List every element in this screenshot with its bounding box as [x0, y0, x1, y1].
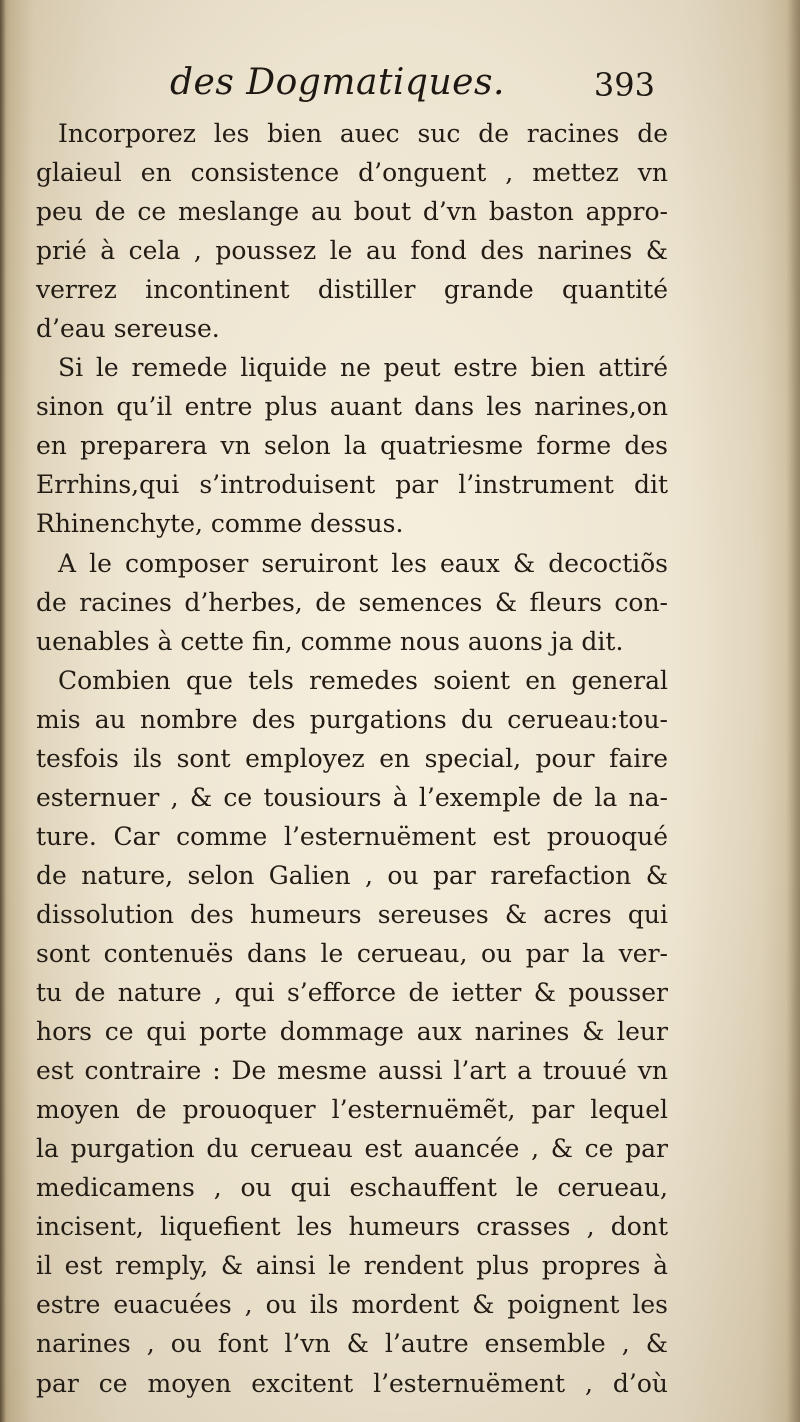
- text-line: de racines d’herbes, de semences & fleurs con-: [36, 587, 668, 617]
- text-line: Si le remede liquide ne peut estre bien attiré: [58, 353, 668, 383]
- text-line: tesfois ils sont employez en special, pour faire: [36, 743, 668, 773]
- text-line: est contraire : De mesme aussi l’art a trouué vn: [36, 1056, 668, 1086]
- running-title: des Dogmatiques.: [170, 62, 505, 103]
- text-line: tu de nature , qui s’efforce de ietter & pousser: [36, 978, 668, 1008]
- text-line: sont contenuës dans le cerueau, ou par la ver-: [36, 938, 668, 968]
- text-line: moyen de prouoquer l’esternuëmẽt, par lequel: [36, 1095, 668, 1125]
- text-line: incisent, liquefient les humeurs crasses , dont: [36, 1212, 668, 1242]
- text-line: dissolution des humeurs sereuses & acres qui: [36, 899, 668, 929]
- text-line: verrez incontinent distiller grande quantité: [36, 275, 668, 305]
- text-line: esternuer , & ce tousiours à l’exemple de la na-: [36, 782, 668, 812]
- text-line: par ce moyen excitent l’esternuëment , d’où: [36, 1368, 668, 1398]
- text-line: Combien que tels remedes soient en general: [58, 665, 668, 695]
- text-line: Errhins,qui s’introduisent par l’instrument dit: [36, 470, 668, 500]
- text-line: ture. Car comme l’esternuëment est prouoqué: [36, 821, 668, 851]
- text-line: narines , ou font l’vn & l’autre ensemble , &: [36, 1329, 668, 1359]
- text-line: Incorporez les bien auec suc de racines de: [58, 119, 668, 148]
- text-line: en preparera vn selon la quatriesme forme des: [36, 431, 668, 461]
- text-line: il est remply, & ainsi le rendent plus propres à: [36, 1251, 668, 1281]
- text-line: prié à cela , poussez le au fond des narines &: [36, 236, 668, 266]
- text-line: d’eau sereuse.: [36, 314, 220, 344]
- text-line: Rhinenchyte, comme dessus.: [36, 509, 404, 539]
- text-line: A le composer seruiront les eaux & decoctiõs: [58, 548, 668, 578]
- page-number: 393: [593, 66, 655, 104]
- body-text: [36, 114, 668, 1403]
- text-line: sinon qu’il entre plus auant dans les narines,on: [36, 392, 668, 422]
- text-line: glaieul en consistence d’onguent , mettez vn: [36, 158, 668, 188]
- text-line: de nature, selon Galien , ou par rarefaction &: [36, 860, 668, 890]
- text-line: uenables à cette fin, comme nous auons ja dit.: [36, 626, 624, 656]
- text-line: medicamens , ou qui eschauffent le cerueau,: [36, 1173, 668, 1203]
- text-line: la purgation du cerueau est auancée , & ce par: [36, 1134, 668, 1164]
- text-line: mis au nombre des purgations du cerueau:tou-: [36, 704, 668, 734]
- text-line: estre euacuées , ou ils mordent & poignent les: [36, 1290, 668, 1320]
- text-line: peu de ce meslange au bout d’vn baston appro-: [36, 197, 668, 227]
- text-line: hors ce qui porte dommage aux narines & leur: [36, 1017, 668, 1047]
- page-header: [40, 62, 760, 112]
